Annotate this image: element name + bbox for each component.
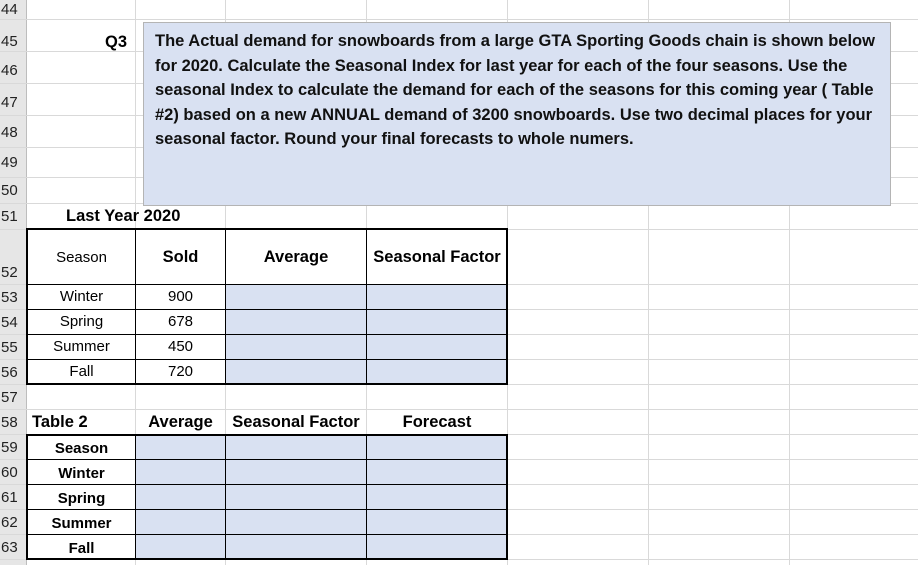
row-number[interactable]: 46 (1, 62, 18, 79)
row-number[interactable]: 50 (1, 182, 18, 199)
sold-cell[interactable]: 678 (167, 313, 194, 330)
row-number[interactable]: 54 (1, 314, 18, 331)
table2-row-label[interactable]: Season (54, 440, 109, 457)
row-number[interactable]: 45 (1, 33, 18, 50)
table2-average-input[interactable] (136, 435, 225, 560)
table2-title[interactable]: Table 2 (32, 413, 88, 431)
sold-cell[interactable]: 450 (167, 338, 194, 355)
header-sold[interactable]: Sold (162, 248, 199, 266)
row-number[interactable]: 51 (1, 208, 18, 225)
question-text: The Actual demand for snowboards from a large GTA Sporting Goods chain is shown below for 2020. Calculate the Seasonal Index for last year for each of the four seasons. Use the seasonal Index to calculate the demand for each of the seasons for this coming year ( Table #2) based on a new ANNUAL demand of 3200 snowboards. Use two decimal places for your seasonal factor. Round your final forecasts to whole numers. (155, 32, 875, 148)
row-number[interactable]: 63 (1, 539, 18, 556)
table1-title[interactable]: Last Year 2020 (66, 207, 181, 225)
row-number[interactable]: 44 (1, 1, 18, 18)
header-average[interactable]: Average (263, 248, 329, 266)
row-number[interactable]: 56 (1, 364, 18, 381)
row-number[interactable]: 49 (1, 154, 18, 171)
row-number[interactable]: 53 (1, 289, 18, 306)
table2-factor-input[interactable] (226, 435, 366, 560)
row-number[interactable]: 47 (1, 94, 18, 111)
season-cell[interactable]: Winter (59, 288, 104, 305)
table2-header-forecast[interactable]: Forecast (402, 413, 472, 431)
table2-forecast-input[interactable] (367, 435, 507, 560)
season-cell[interactable]: Spring (59, 313, 104, 330)
row-number[interactable]: 61 (1, 489, 18, 506)
table2-row-label[interactable]: Fall (68, 540, 95, 557)
header-seasonal-factor[interactable]: Seasonal Factor (373, 248, 501, 266)
table2-row-label[interactable]: Winter (58, 465, 105, 482)
question-label[interactable]: Q3 (105, 33, 128, 51)
sold-cell[interactable]: 900 (167, 288, 194, 305)
table2-row-label[interactable]: Summer (51, 515, 112, 532)
header-season[interactable]: Season (56, 249, 107, 266)
sold-cell[interactable]: 720 (167, 363, 194, 380)
row-number[interactable]: 59 (1, 439, 18, 456)
table2-header-seasonal-factor[interactable]: Seasonal Factor (232, 413, 360, 431)
row-number[interactable]: 55 (1, 339, 18, 356)
row-number[interactable]: 60 (1, 464, 18, 481)
season-cell[interactable]: Fall (69, 363, 94, 380)
row-number[interactable]: 57 (1, 389, 18, 406)
row-number[interactable]: 52 (1, 264, 18, 281)
row-number[interactable]: 62 (1, 514, 18, 531)
row-number[interactable]: 48 (1, 124, 18, 141)
table2-row-label[interactable]: Spring (57, 490, 106, 507)
table2-header-average[interactable]: Average (148, 413, 213, 431)
row-number[interactable]: 58 (1, 414, 18, 431)
season-cell[interactable]: Summer (53, 338, 110, 355)
